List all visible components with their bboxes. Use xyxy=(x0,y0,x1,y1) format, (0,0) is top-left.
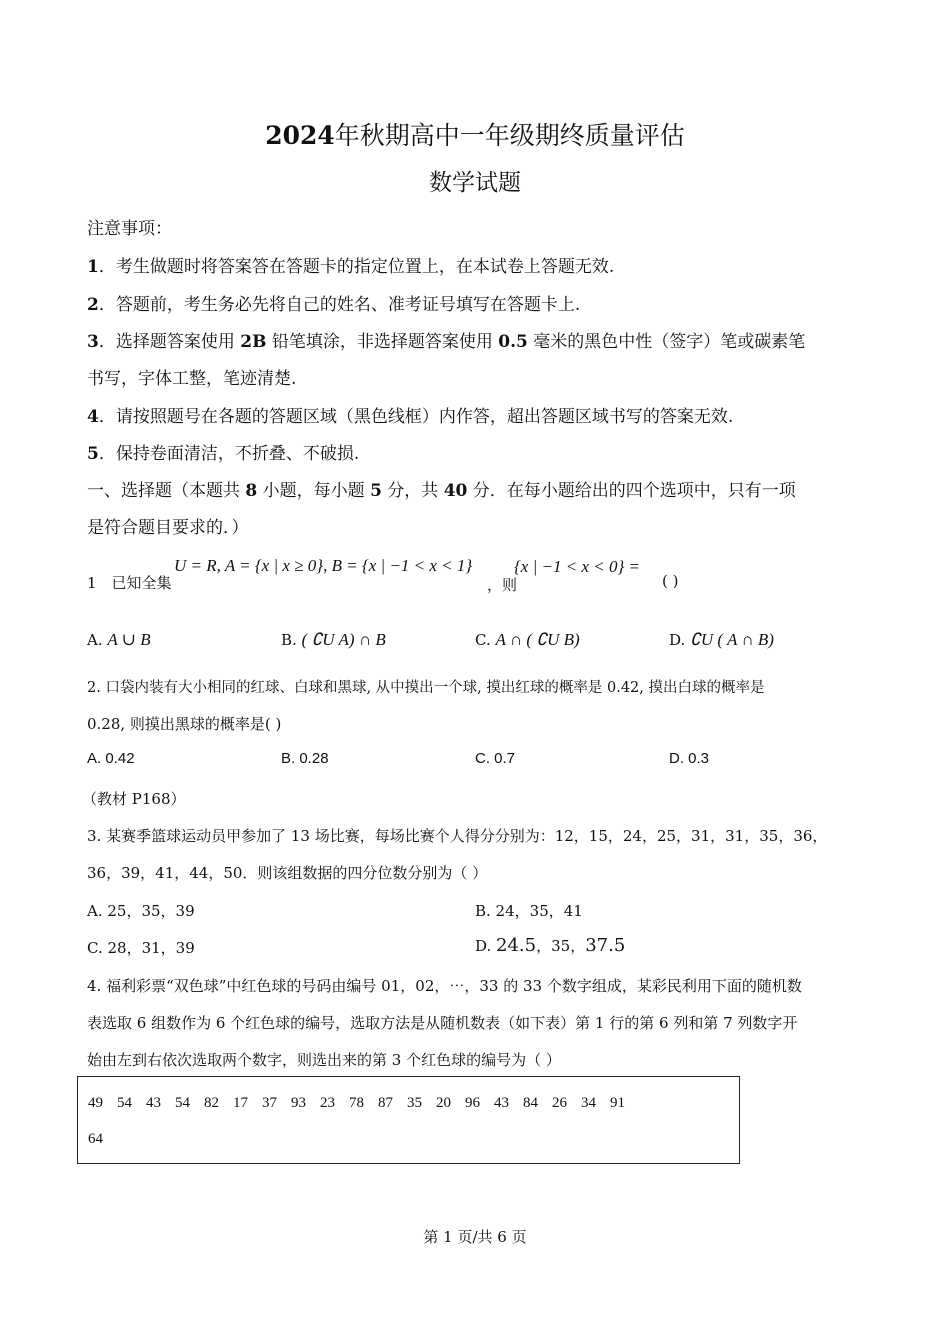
table-cell: 26 xyxy=(552,1095,567,1111)
option-expr: ∁U ( A ∩ B) xyxy=(690,630,774,649)
table-cell: 91 xyxy=(610,1095,625,1111)
table-cell: 54 xyxy=(175,1095,190,1111)
q3-option-a: A. 25，35，39 xyxy=(87,902,195,920)
q1-answer-paren: ( ) xyxy=(662,572,679,590)
option-label: C. xyxy=(475,631,491,649)
notice-text: ．选择题答案使用 xyxy=(98,332,241,352)
notice-text: 铅笔填涂，非选择题答案使用 xyxy=(266,332,499,352)
notice-item-5 xyxy=(87,439,359,464)
section-heading xyxy=(87,476,796,501)
notice-text: ．答题前，考生务必先将自己的姓名、准考证号填写在答题卡上. xyxy=(98,295,581,315)
notice-heading: 注意事项： xyxy=(87,219,172,239)
q4-line-2: 表选取 6 组数作为 6 个红色球的编号，选取方法是从随机数表（如下表）第 1 行的第 6 列和第 7 列数字开 xyxy=(87,1014,798,1032)
section-total: 40 xyxy=(443,481,468,501)
option-value: 37.5 xyxy=(585,935,626,956)
table-cell: 87 xyxy=(378,1095,393,1111)
q2-option-b: B. 0.28 xyxy=(281,750,329,767)
q1-option-a xyxy=(87,630,151,650)
q1-formula: U = R, A = {x | x ≥ 0}, B = {x | −1 < x < 1} xyxy=(174,556,473,575)
table-cell: 17 xyxy=(233,1095,248,1111)
q3-line-1: 3. 某赛季篮球运动员甲参加了 13 场比赛，每场比赛个人得分分别为：12，15，24，25，31，31，35，36， xyxy=(87,827,828,845)
table-cell: 35 xyxy=(407,1095,422,1111)
table-cell: 43 xyxy=(494,1095,509,1111)
q1-option-d xyxy=(669,630,774,650)
option-value: 24.5 xyxy=(496,935,537,956)
table-cell: 96 xyxy=(465,1095,480,1111)
notice-text: ．保持卷面清洁，不折叠、不破损. xyxy=(98,444,360,464)
table-cell: 23 xyxy=(320,1095,335,1111)
notice-item-3-cont: 书写，字体工整，笔迹清楚. xyxy=(87,369,297,389)
table-cell: 84 xyxy=(523,1095,538,1111)
section-points: 5 xyxy=(370,481,382,501)
q2-line-1: 2. 口袋内装有大小相同的红球、白球和黑球, 从中摸出一个球, 摸出红球的概率是 0.42, 摸出白球的概率是 xyxy=(87,680,765,696)
page-footer: 第 1 页/共 6 页 xyxy=(423,1228,527,1246)
textbook-reference: （教材 P168） xyxy=(82,790,186,808)
section-heading-cont: 是符合题目要求的．） xyxy=(87,518,249,538)
q1-set: {x | −1 < x < 0} = xyxy=(514,557,640,576)
table-cell: 20 xyxy=(436,1095,451,1111)
table-cell: 37 xyxy=(262,1095,277,1111)
exam-title xyxy=(0,116,950,152)
option-label: D. xyxy=(669,631,686,649)
section-count: 8 xyxy=(245,481,258,501)
section-text: 小题，每小题 xyxy=(257,481,371,501)
notice-num: 3 xyxy=(87,332,99,352)
notice-bold: 0.5 xyxy=(498,332,528,352)
title-year: 2024 xyxy=(265,121,335,150)
notice-item-1 xyxy=(87,252,614,277)
table-cell: 82 xyxy=(204,1095,219,1111)
q1-then: ，则 xyxy=(487,576,518,594)
notice-num: 2 xyxy=(87,295,99,315)
notice-text: ．请按照题号在各题的答题区域（黑色线框）内作答，超出答题区域书写的答案无效. xyxy=(98,407,734,427)
option-expr: A ∪ B xyxy=(107,630,151,649)
notice-item-3 xyxy=(87,327,805,352)
notice-item-2 xyxy=(87,290,580,315)
notice-text: ．考生做题时将答案答在答题卡的指定位置上，在本试卷上答题无效. xyxy=(98,257,615,277)
random-number-table xyxy=(77,1076,740,1164)
title-text: 年秋期高中一年级期终质量评估 xyxy=(334,121,685,150)
option-label: D. xyxy=(475,937,497,955)
table-row-1 xyxy=(88,1095,639,1112)
table-cell: 49 xyxy=(88,1095,103,1111)
option-expr: ( ∁U A) ∩ B xyxy=(301,630,386,649)
q3-option-c: C. 28，31，39 xyxy=(87,939,195,957)
notice-num: 1 xyxy=(87,257,99,277)
notice-bold: 2B xyxy=(240,332,267,352)
table-cell: 78 xyxy=(349,1095,364,1111)
q3-option-d xyxy=(475,935,625,956)
table-cell: 93 xyxy=(291,1095,306,1111)
section-text: 一、选择题（本题共 xyxy=(87,481,246,501)
table-cell: 64 xyxy=(88,1131,103,1147)
q2-option-a: A. 0.42 xyxy=(87,750,135,767)
option-expr: A ∩ ( ∁U B) xyxy=(495,630,580,649)
q1-option-c xyxy=(475,630,580,650)
q2-option-c: C. 0.7 xyxy=(475,750,516,767)
q4-line-3: 始由左到右依次选取两个数字，则选出来的第 3 个红色球的编号为（ ） xyxy=(87,1051,561,1069)
option-label: B. xyxy=(281,631,297,649)
q2-option-d: D. 0.3 xyxy=(669,750,710,767)
notice-text: 毫米的黑色中性（签字）笔或碳素笔 xyxy=(527,332,806,352)
notice-num: 5 xyxy=(87,444,99,464)
q1-option-b xyxy=(281,630,386,650)
option-value: ，35， xyxy=(536,937,586,955)
option-label: A. xyxy=(87,631,103,649)
q3-line-2: 36，39，41，44，50．则该组数据的四分位数分别为（ ） xyxy=(87,864,488,882)
q3-option-b: B. 24，35，41 xyxy=(475,902,583,920)
table-row-2 xyxy=(88,1131,117,1148)
section-text: 分．在每小题给出的四个选项中，只有一项 xyxy=(467,481,796,501)
table-cell: 43 xyxy=(146,1095,161,1111)
q2-line-2: 0.28, 则摸出黑球的概率是( ) xyxy=(87,715,282,733)
table-cell: 34 xyxy=(581,1095,596,1111)
q4-line-1: 4. 福利彩票“双色球”中红色球的号码由编号 01，02，⋯，33 的 33 个数字组成，某彩民利用下面的随机数 xyxy=(87,977,802,995)
notice-item-4 xyxy=(87,402,733,427)
section-text: 分，共 xyxy=(381,481,444,501)
q1-prefix: 1 已知全集 xyxy=(87,574,172,592)
notice-num: 4 xyxy=(87,407,99,427)
exam-subtitle: 数学试题 xyxy=(429,170,521,196)
table-cell: 54 xyxy=(117,1095,132,1111)
